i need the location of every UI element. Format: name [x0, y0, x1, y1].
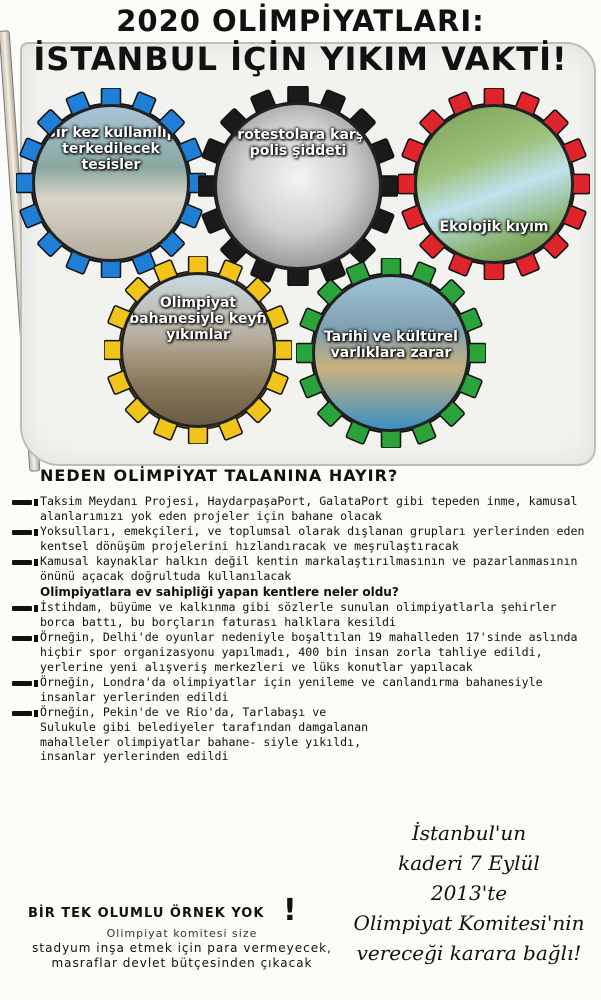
gear-blue-label: Bir kez kullanılıp terkedilecek tesisler	[45, 125, 177, 173]
negative-example: BİR TEK OLUMLU ÖRNEK YOK	[28, 906, 265, 921]
gear-red	[398, 88, 590, 280]
gear-green	[296, 258, 486, 448]
committee-line1: Olimpiyat komitesi size	[106, 927, 258, 940]
closing-line1: İstanbul'un	[411, 821, 527, 845]
committee-note	[22, 926, 342, 971]
gear-black-photo	[214, 102, 382, 270]
closing-line5: vereceği karara bağlı!	[356, 941, 582, 965]
list-item: Örneğin, Delhi'de oyunlar nedeniyle boşaltılan 19 mahalleden 17'sinde aslında hiçbir spor organizasyonu yapılmadı, 400 bin insan zorla tahliye edildi, yerlerine yeni alışveriş merkezleri ve lüks konutlar yapılacak	[10, 630, 595, 674]
list-item: Yoksulları, emekçileri, ve toplumsal olarak dışlanan grupları yerlerinden eden kentsel dönüşüm projelerini hızlandıracak ve meşrulaştıracak	[10, 524, 595, 553]
closing-line3: 2013'te	[430, 881, 508, 905]
list-item: Örneğin, Pekin'de ve Rio'da, Tarlabaşı ve Sulukule gibi belediyeler tarafından damgalanan mahalleler olimpiyatlar bahane- siyle yıkıldı, insanlar yerlerinden edildi	[10, 705, 370, 763]
bullet-list	[10, 494, 595, 765]
gear-blue-photo	[32, 104, 190, 262]
poster-title-line1: 2020 OLİMPİYATLARI:	[116, 4, 485, 38]
pencil-bullet-icon	[12, 606, 32, 611]
closing-line2: kaderi 7 Eylül	[398, 851, 540, 875]
pencil-bullet-icon	[12, 636, 32, 641]
list-item: İstihdam, büyüme ve kalkınma gibi sözlerle sunulan olimpiyatlarla şehirler borca battı, bu borçların faturası halklara kesildi	[10, 600, 595, 629]
list-item: Taksim Meydanı Projesi, HaydarpaşaPort, GalataPort gibi tepeden inme, kamusal alanlarımızı yok eden projeler için bahane olacak	[10, 494, 595, 523]
gear-green-label: Tarihi ve kültürel varlıklara zarar	[324, 329, 458, 361]
list-item: Kamusal kaynaklar halkın değil kentin markalaştırılmasının ve pazarlanmasının önünü açacak doğrultuda kullanılacak	[10, 554, 595, 583]
list-item: Örneğin, Londra'da olimpiyatlar için yenileme ve canlandırma bahanesiyle insanlar yerlerinden edildi	[10, 675, 595, 704]
gear-yellow	[104, 256, 292, 444]
section-title: NEDEN OLİMPİYAT TALANINA HAYIR?	[40, 466, 399, 485]
closing-line4: Olimpiyat Komitesi'nin	[353, 911, 585, 935]
gear-black-label: Protestolara karşı polis şiddeti	[227, 127, 369, 159]
poster-title-line2: İSTANBUL İÇİN YIKIM VAKTİ!	[33, 40, 568, 78]
gear-red-label: Ekolojik kıyım	[439, 219, 549, 235]
pencil-bullet-icon	[12, 681, 32, 686]
gear-red-photo	[414, 104, 574, 264]
gear-yellow-photo	[120, 272, 276, 428]
pencil-bullet-icon	[12, 560, 32, 565]
gear-green-photo	[312, 274, 470, 432]
committee-line2: stadyum inşa etmek için para vermeyecek,	[32, 941, 332, 955]
pencil-bullet-icon	[12, 500, 32, 505]
gear-blue	[16, 88, 206, 278]
pencil-bullet-icon	[12, 711, 32, 716]
committee-line3: masraflar devlet bütçesinden çıkacak	[51, 956, 313, 970]
subheading: Olimpiyatlara ev sahipliği yapan kentlere neler oldu?	[40, 584, 399, 599]
pencil-bullet-icon	[12, 530, 32, 535]
gear-yellow-label: Olimpiyat bahanesiyle keyfi yıkımlar	[129, 295, 267, 343]
closing-statement	[340, 818, 598, 968]
exclamation-mark: !	[283, 893, 297, 928]
